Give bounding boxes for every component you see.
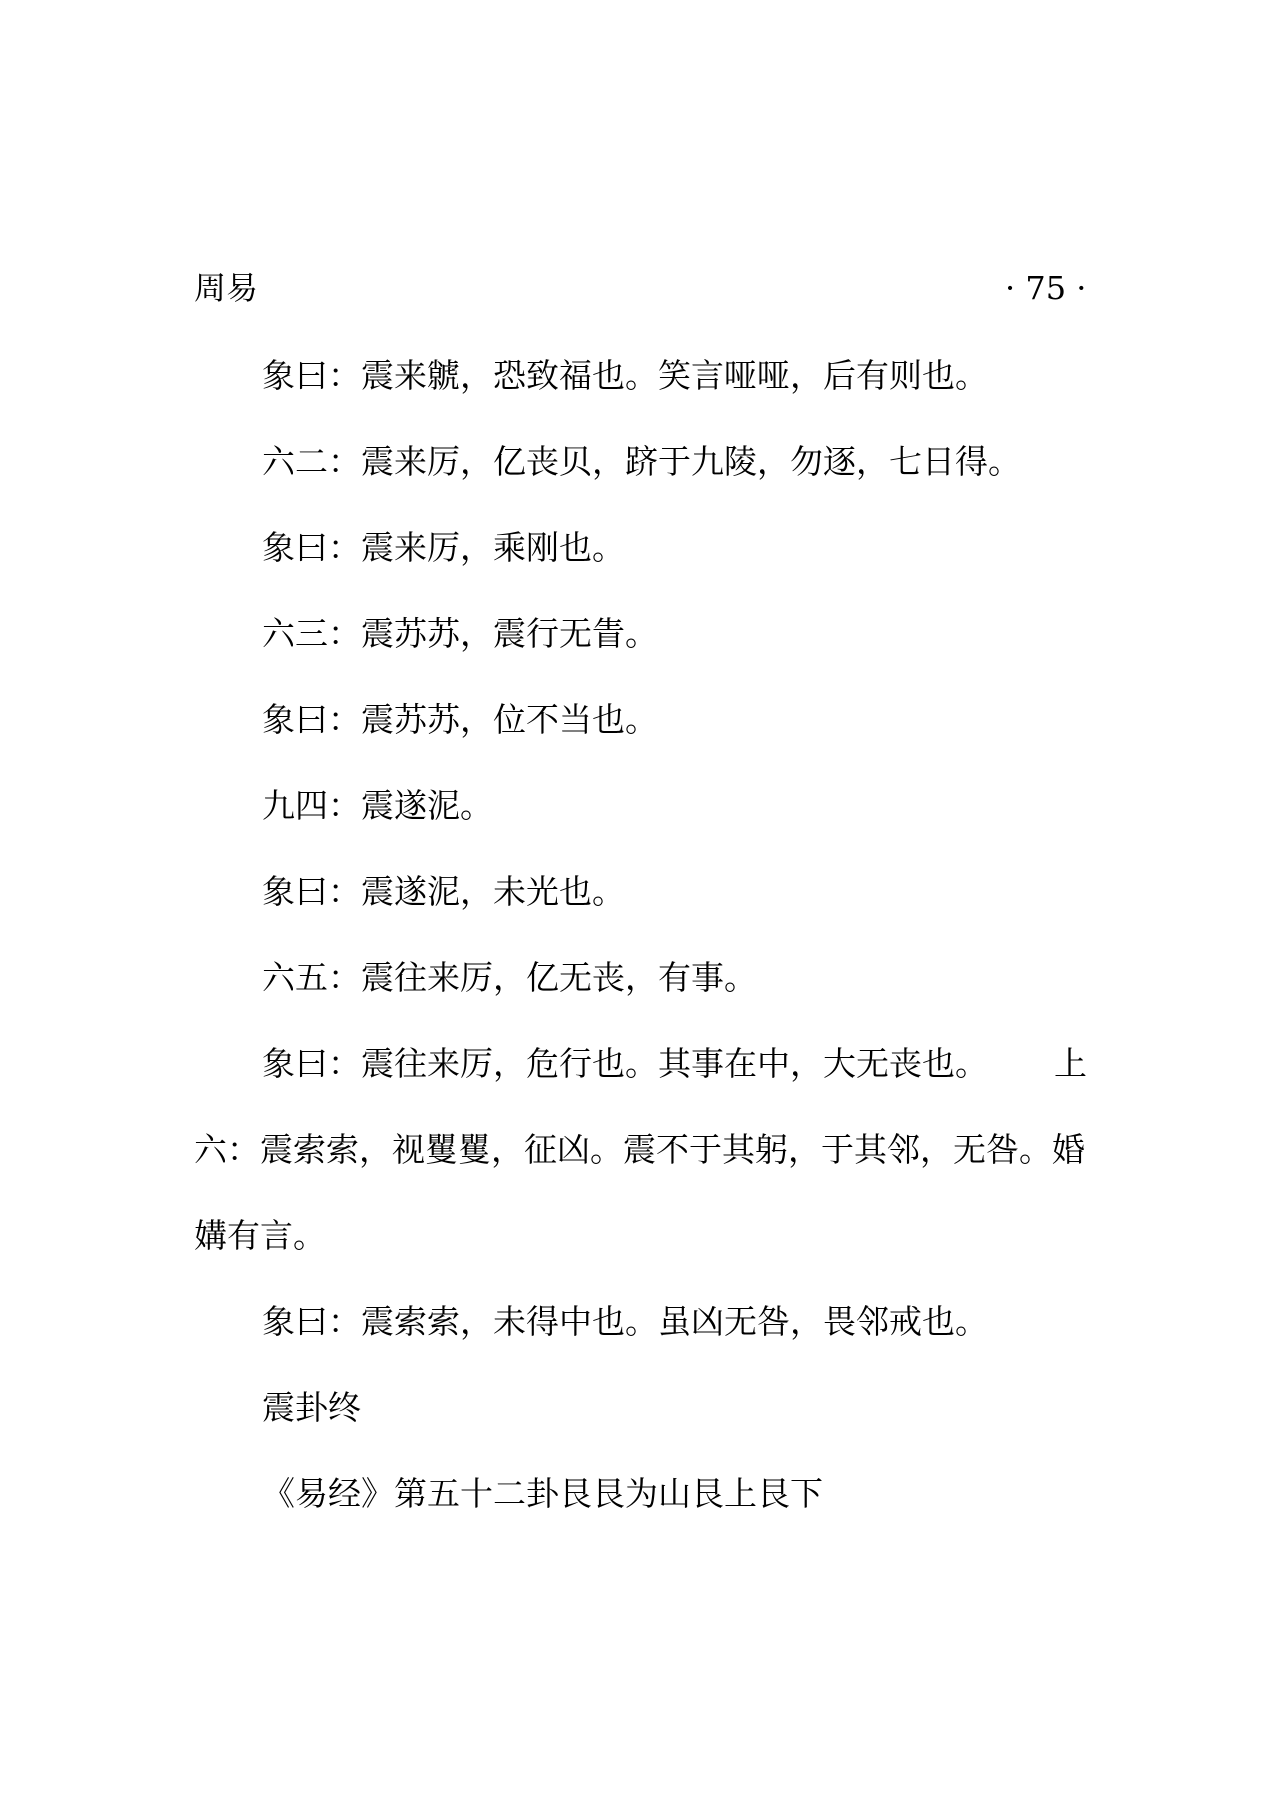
text-line: 象曰：震遂泥，未光也。 xyxy=(262,872,625,911)
text-line: 象曰：震往来厉，危行也。其事在中，大无丧也。 xyxy=(262,1044,988,1083)
text-line: 六五：震往来厉，亿无丧，有事。 xyxy=(262,958,757,997)
page-number: · 75 · xyxy=(1005,269,1087,307)
running-head-title: 周易 xyxy=(194,269,259,307)
text-line-fragment: 上 xyxy=(1054,1044,1087,1083)
text-line: 象曰：震来虩，恐致福也。笑言哑哑，后有则也。 xyxy=(262,356,988,395)
text-line: 六二：震来厉，亿丧贝，跻于九陵，勿逐，七日得。 xyxy=(262,442,1021,481)
text-line: 六三：震苏苏，震行无眚。 xyxy=(262,614,658,653)
text-line: 震卦终 xyxy=(262,1388,361,1427)
text-line: 象曰：震苏苏，位不当也。 xyxy=(262,700,658,739)
text-line: 象曰：震来厉，乘刚也。 xyxy=(262,528,625,567)
text-line: 《易经》第五十二卦艮艮为山艮上艮下 xyxy=(262,1474,823,1513)
text-line: 九四：震遂泥。 xyxy=(262,786,493,825)
text-line: 六：震索索，视矍矍，征凶。震不于其躬，于其邻，无咎。婚 xyxy=(194,1130,1085,1169)
text-line: 媾有言。 xyxy=(194,1216,326,1255)
text-line: 象曰：震索索，未得中也。虽凶无咎，畏邻戒也。 xyxy=(262,1302,988,1341)
